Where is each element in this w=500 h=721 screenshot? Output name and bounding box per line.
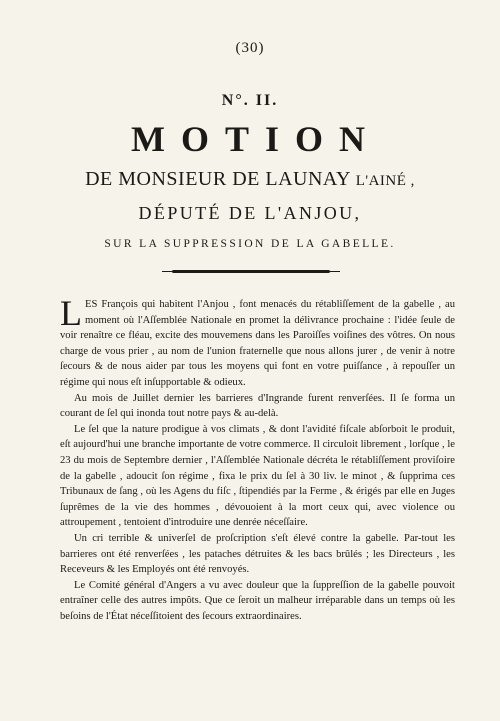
- paragraph-4: Un cri terrible & univerſel de proſcription s'eſt élevé contre la gabelle. Par-tout les barrieres ont été renverſées , les pataches détruites & les bacs brûlés ; les Directeurs , les Receveurs & les Employés ont été renvoyés.: [60, 532, 455, 576]
- subject-line: SUR LA SUPPRESSION DE LA GABELLE.: [104, 238, 396, 250]
- ornamental-rule: [172, 270, 330, 273]
- paragraph-2: Au mois de Juillet dernier les barrieres d'Ingrande furent renverſées. Il ſe forma un courant de ſel qui inonda tout notre pays & au-delà.: [60, 392, 455, 420]
- document-title: MOTION: [130, 119, 381, 159]
- author-name: DE MONSIEUR DE LAUNAY: [85, 168, 351, 190]
- paragraph-5: Le Comité général d'Angers a vu avec douleur que la ſuppreſſion de la gabelle pouvoit entraîner celle des autres impôts. Que ce ſeroit un malheur irréparable dans un temps où les beſoins de l'État néceſſitoient des ſecours extraordinaires.: [60, 579, 455, 622]
- paragraph-3: Le ſel que la nature prodigue à vos climats , & dont l'avidité fiſcale abſorboit le produit, eſt aujourd'hui une branche importante de votre commerce. Il circuloit librement , lorſque , le 23 du mois de Septembre dernier , l'Aſſemblée Nationale décréta le rétabliſſement proviſoire de la gabelle , adoucit ſon régime , fixa le prix du ſel à 30 liv. le minot , & ſupprima ces Tribunaux de ſang , où les Agens du fiſc , ſtipendiés par la Ferme , & érigés par elle en Juges ſuprêmes de la vie des hommes , dévouoient à la mort ceux qui, avec violence ou attroupement , tentoient d'introduire une denrée néceſſaire.: [60, 423, 455, 529]
- body-text: [60, 293, 455, 624]
- drop-cap: L: [60, 293, 82, 333]
- page-number: (30): [235, 40, 265, 56]
- deputy-line: DÉPUTÉ DE L'ANJOU,: [138, 203, 362, 223]
- paragraph-1-text: ES François qui habitent l'Anjou , font menacés du rétabliſſement de la gabelle , au moment où l'Aſſemblée Nationale en promet la délivrance prochaine : l'idée ſeule de voir renaître ce fléau, excite des mouvemens dans les Paroiſſes voiſines des vôtres. On nous charge de vous prier , au nom de l'union fraternelle que nous allons jurer , de venir à notre ſecours & de nous aider par tous les moyens qui font en votre puiſſance , à repouſſer un régime qui nous eſt inſupportable & odieux.: [60, 299, 455, 388]
- document-number: N°. II.: [221, 92, 279, 109]
- author-line: [0, 168, 500, 191]
- paragraph-1: [60, 293, 455, 391]
- author-suffix: L'AINÉ ,: [355, 173, 415, 189]
